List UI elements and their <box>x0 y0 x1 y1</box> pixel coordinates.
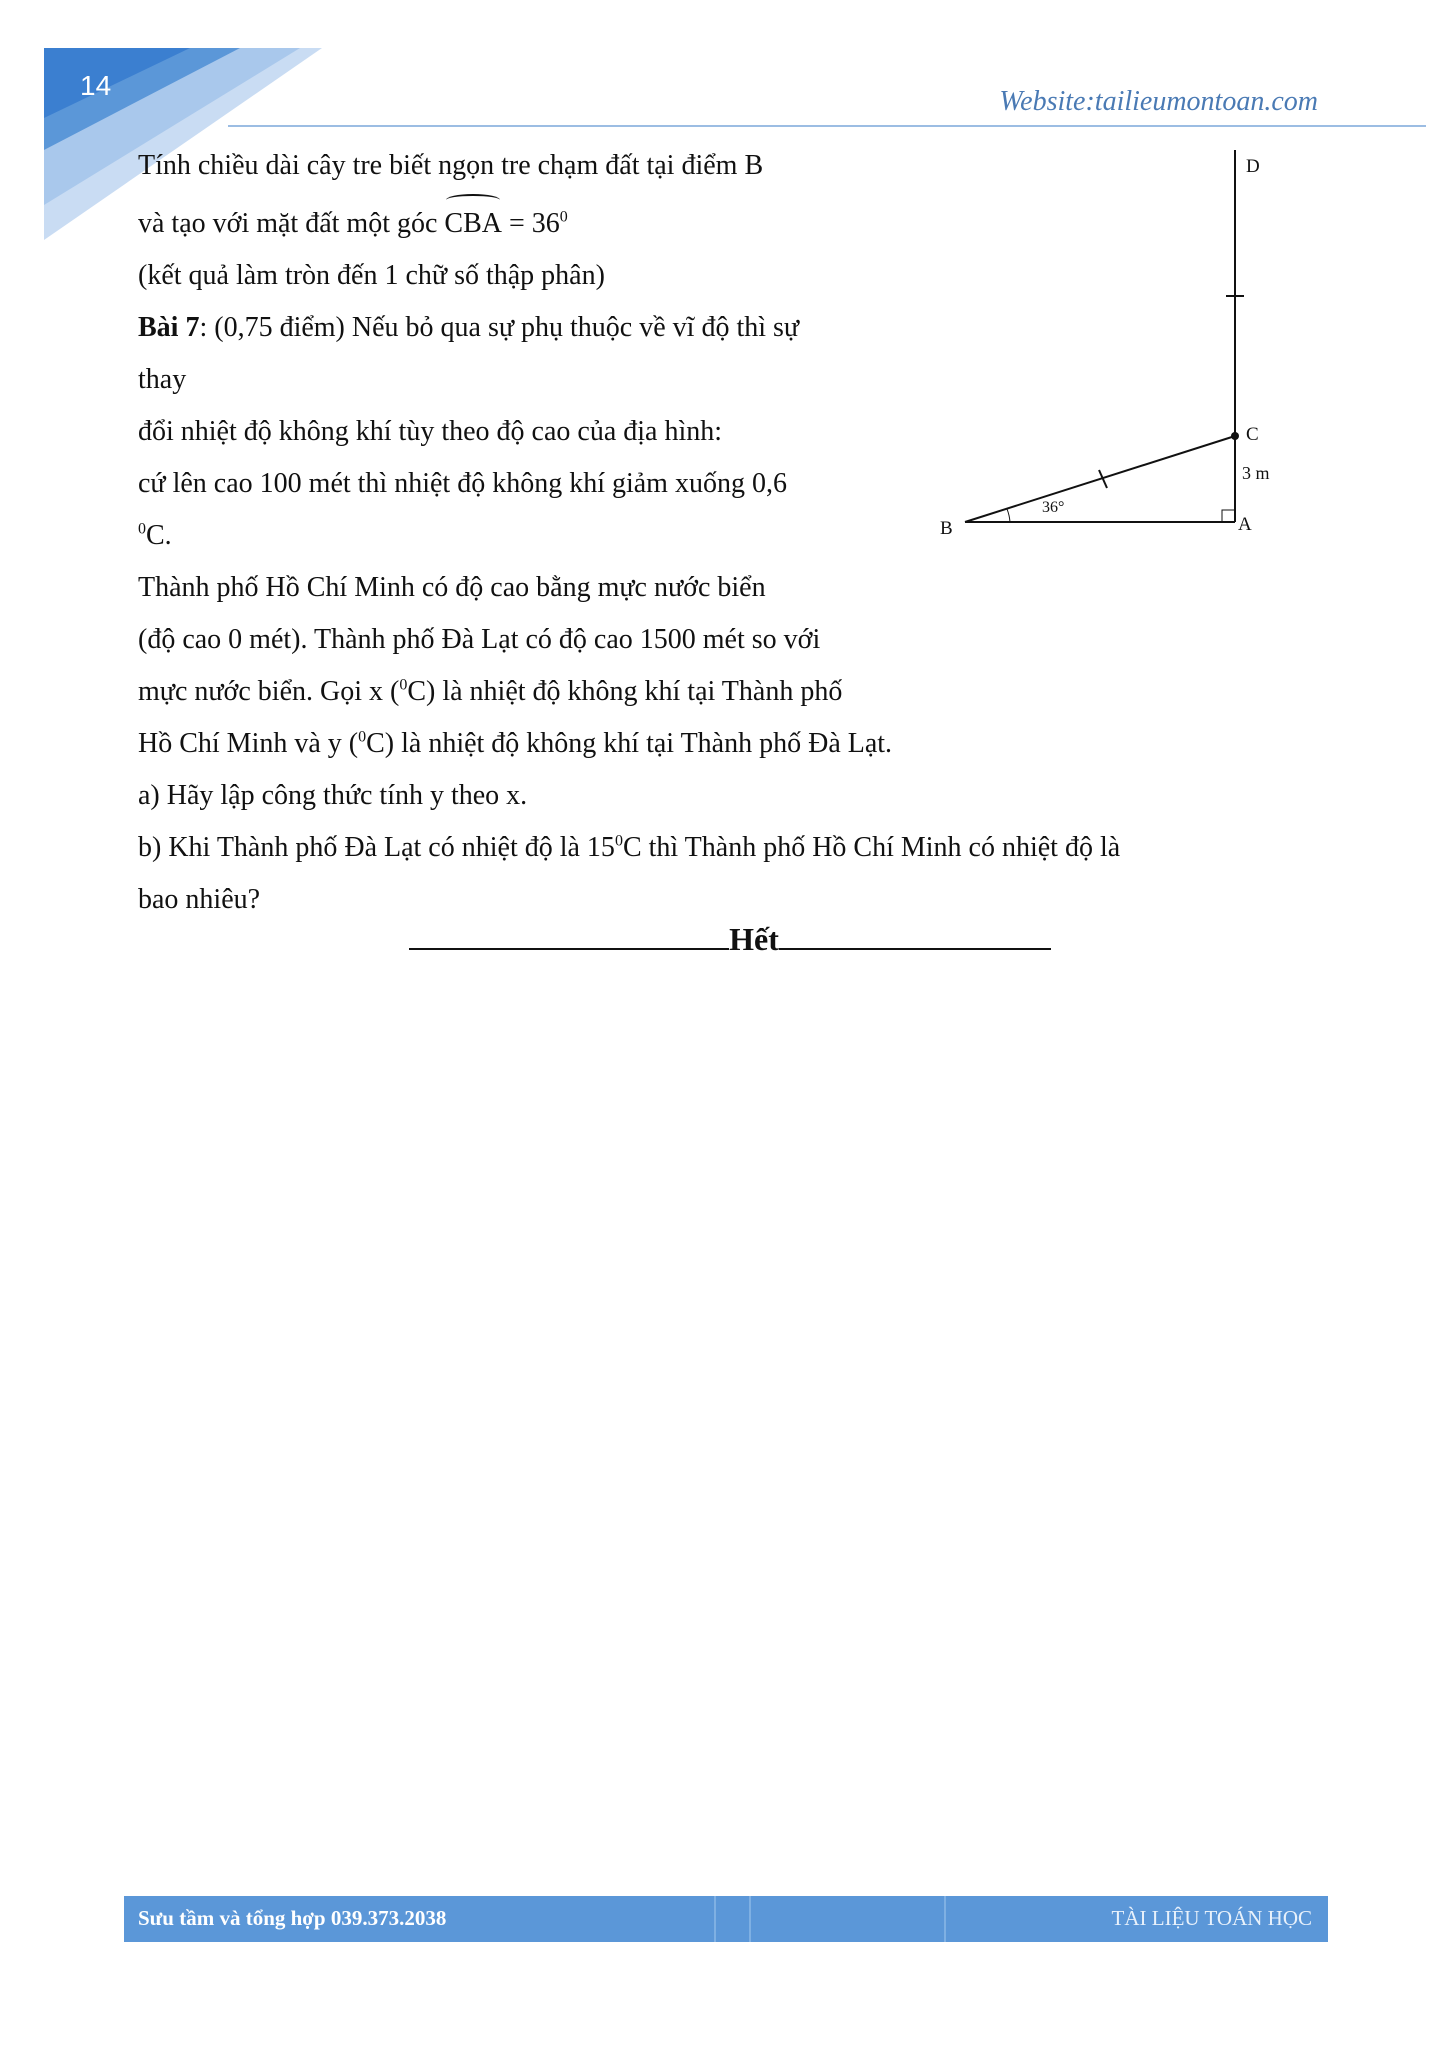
footer-right-text: TÀI LIỆU TOÁN HỌC <box>1111 1906 1312 1930</box>
text-fragment: Hồ Chí Minh và y ( <box>138 728 359 759</box>
text-line <box>138 666 1278 718</box>
end-marker <box>400 918 1060 958</box>
text-line <box>138 822 1278 874</box>
website-header: Website:tailieumontoan.com <box>999 86 1318 117</box>
text-line: Thành phố Hồ Chí Minh có độ cao bằng mực nước biển <box>138 572 766 603</box>
angle-arc <box>1007 509 1010 522</box>
exercise-label: Bài 7 <box>138 312 200 343</box>
text-fragment: C. <box>146 520 172 551</box>
label-height: 3 m <box>1242 463 1270 483</box>
label-a: A <box>1238 514 1252 535</box>
angle-notation: CBA <box>444 192 502 250</box>
text-line: bao nhiêu? <box>138 884 261 915</box>
text-line: a) Hãy lập công thức tính y theo x. <box>138 780 528 811</box>
text-line: cứ lên cao 100 mét thì nhiệt độ không khí giảm xuống 0,6 <box>138 468 787 499</box>
text-fragment: C thì Thành phố Hồ Chí Minh có nhiệt độ là <box>622 832 1121 863</box>
text-line: (kết quả làm tròn đến 1 chữ số thập phân) <box>138 260 605 291</box>
superscript: 0 <box>614 832 623 850</box>
label-b: B <box>940 518 953 539</box>
point-c <box>1231 432 1239 440</box>
segment-bc <box>965 436 1235 522</box>
label-d: D <box>1246 156 1260 177</box>
text-fragment: b) Khi Thành phố Đà Lạt có nhiệt độ là 15 <box>138 832 615 863</box>
end-text: Hết <box>729 921 779 957</box>
superscript: 0 <box>358 728 367 746</box>
text-fragment: và tạo với mặt đất một góc <box>138 208 445 239</box>
footer-bar <box>124 1896 1328 1942</box>
text-line: (độ cao 0 mét). Thành phố Đà Lạt có độ cao 1500 mét so với <box>138 624 821 655</box>
rule-right <box>779 918 1051 950</box>
text-line <box>138 718 1278 770</box>
label-angle: 36° <box>1042 499 1065 516</box>
label-c: C <box>1246 424 1259 445</box>
superscript: 0 <box>399 676 408 694</box>
text-fragment: mực nước biển. Gọi x ( <box>138 676 400 707</box>
text-fragment: C) là nhiệt độ không khí tại Thành phố Đà Lạt. <box>366 728 893 759</box>
text-fragment: : (0,75 điểm) Nếu bỏ qua sự phụ thuộc về vĩ độ thì sự <box>199 312 800 343</box>
text-line: thay <box>138 364 187 395</box>
footer-divider <box>714 1896 716 1942</box>
text-line: Tính chiều dài cây tre biết ngọn tre chạm đất tại điểm B <box>138 150 764 181</box>
header-rule <box>228 125 1426 127</box>
text-fragment: C) là nhiệt độ không khí tại Thành phố <box>407 676 843 707</box>
text-fragment: = 36 <box>501 208 560 239</box>
superscript: 0 <box>559 208 568 226</box>
superscript: 0 <box>138 520 146 538</box>
footer-divider <box>944 1896 946 1942</box>
rule-left <box>409 918 729 950</box>
bamboo-diagram <box>930 150 1280 550</box>
footer-left-text: Sưu tầm và tổng hợp 039.373.2038 <box>138 1906 447 1930</box>
page-number: 14 <box>80 70 112 101</box>
text-line: đổi nhiệt độ không khí tùy theo độ cao của địa hình: <box>138 416 723 447</box>
footer-divider <box>749 1896 751 1942</box>
right-angle-mark <box>1222 510 1235 522</box>
